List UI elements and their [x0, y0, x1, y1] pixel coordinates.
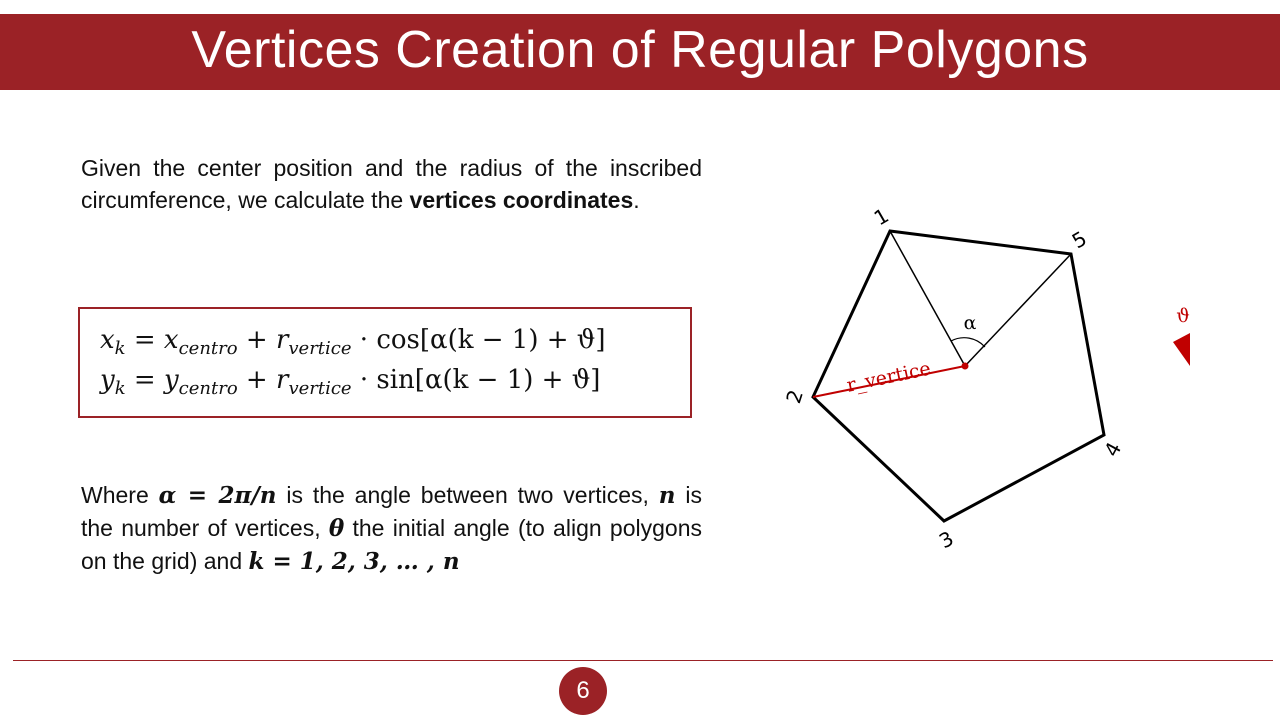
radius-label: r_vertice — [844, 357, 933, 397]
where-text-4: the initial angle (to align polygons on the grid) and — [81, 515, 702, 574]
vertex-label-2: 2 — [781, 386, 808, 407]
formula-box — [78, 307, 692, 418]
vertex-label-3: 3 — [935, 526, 958, 554]
pentagon-diagram — [760, 190, 1220, 570]
page-number-badge: 6 — [559, 667, 607, 715]
where-paragraph — [81, 479, 702, 578]
formula-y-center-sub: centro — [178, 378, 238, 399]
where-text-3: is the number of vertices, — [81, 482, 702, 541]
formula-y-lhs-sub: k — [114, 378, 126, 399]
where-math-n: n — [658, 482, 676, 509]
where-math-theta: θ — [328, 515, 345, 542]
vertex-label-4: 4 — [1099, 438, 1127, 461]
formula-y-func: sin — [376, 365, 415, 395]
intro-text: Given the center position and the radius of the inscribed circumference, we calculate the — [81, 155, 702, 213]
formula-y-arg: [α(k − 1) + ϑ] — [414, 365, 601, 395]
formula-x-r-sub: vertice — [288, 338, 352, 359]
alpha-arc — [951, 338, 985, 347]
where-text-1: Where — [81, 482, 159, 508]
intro-paragraph — [81, 152, 702, 216]
spoke-vertex-1 — [890, 231, 965, 366]
where-math-k: k = 1, 2, 3, … , n — [248, 548, 460, 575]
formula-x-r: r — [275, 325, 289, 355]
formula-y-center: y — [163, 365, 179, 395]
formula-y-lhs: y — [100, 365, 115, 395]
formula-x-center-sub: centro — [178, 338, 238, 359]
theta-wedge — [1173, 333, 1190, 366]
formula-y-r-sub: vertice — [288, 378, 352, 399]
formula-x: $x_k = x_{centro} + r_{vertice} \cdot \cos[\alpha(k - 1) + ϑ]$ — [100, 325, 606, 359]
footer-divider — [13, 660, 1273, 661]
formula-x-center: x — [163, 325, 179, 355]
where-math-alpha: α = 2π/n — [158, 482, 277, 509]
formula-x-arg: [α(k − 1) + ϑ] — [419, 325, 606, 355]
where-text-2: is the angle between two vertices, — [276, 482, 659, 508]
formula-y-r: r — [276, 365, 289, 395]
theta-label: ϑ — [1176, 305, 1190, 327]
intro-bold-text: vertices coordinates — [409, 187, 634, 213]
intro-text-end: . — [633, 187, 640, 213]
center-point — [962, 363, 969, 370]
vertex-label-5: 5 — [1067, 226, 1091, 254]
formula-y: $y_k = y_{centro} + r_{vertice} \cdot \sin[\alpha(k - 1) + ϑ]$ — [100, 365, 601, 399]
formula-x-lhs: x — [100, 325, 115, 355]
formula-x-func: cos — [376, 325, 420, 355]
slide-title: Vertices Creation of Regular Polygons — [191, 21, 1089, 79]
title-bar — [0, 14, 1280, 90]
spoke-vertex-5 — [965, 254, 1071, 366]
formula-x-lhs-sub: k — [114, 338, 126, 359]
vertex-label-1: 1 — [869, 203, 893, 231]
alpha-label: α — [963, 312, 977, 334]
